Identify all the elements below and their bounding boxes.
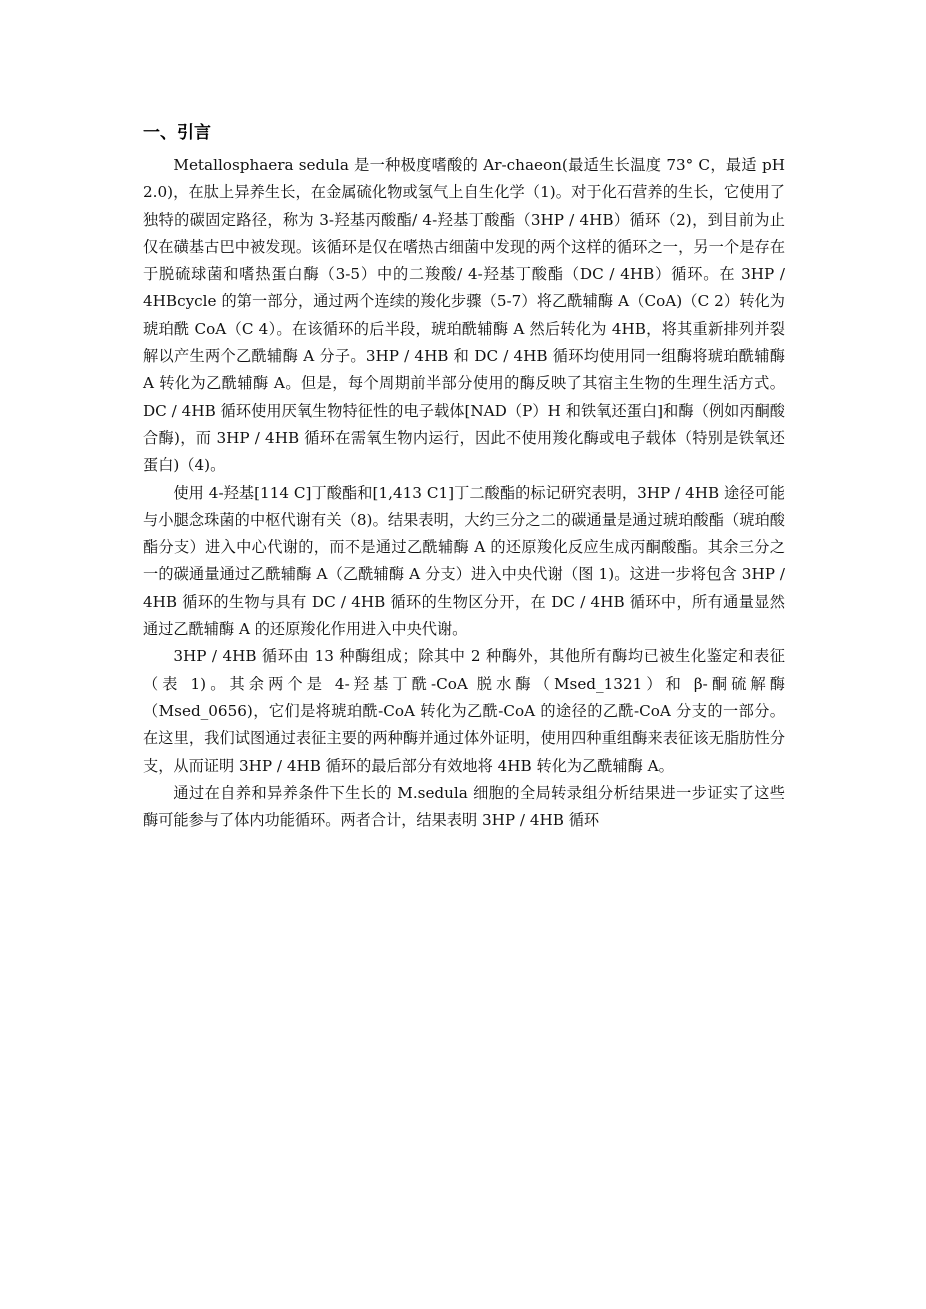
paragraph-labeling-study: 使用 4-羟基[114 C]丁酸酯和[1,413 C1]丁二酸酯的标记研究表明，3HP / 4HB 途径可能与小腿念珠菌的中枢代谢有关（8)。结果表明，大约三分之二的碳通量是通过琥珀酸酯（琥珀酸酯分支）进入中心代谢的，而不是通过乙酰辅酶 A 的还原羧化反应生成丙酮酸酯。其余三分之一的碳通量通过乙酰辅酶 A（乙酰辅酶 A 分支）进入中央代谢（图 1)。这进一步将包含 3HP / 4HB 循环的生物与具有 DC / 4HB 循环的生物区分开，在 DC / 4HB 循环中，所有通量显然通过乙酰辅酶 A 的还原羧化作用进入中央代谢。	[143, 483, 785, 639]
paragraph-intro: Metallosphaera sedula 是一种极度嗜酸的 Ar-chaeon(最适生长温度 73° C，最适 pH 2.0)，在肽上异养生长，在金属硫化物或氢气上自生化学（1)。对于化石营养的生长，它使用了独特的碳固定路径，称为 3-羟基丙酸酯/ 4-羟基丁酸酯（3HP / 4HB）循环（2)，到目前为止仅在磺基古巴中被发现。该循环是仅在嗜热古细菌中发现的两个这样的循环之一，另一个是存在于脱硫球菌和嗜热蛋白酶（3-5）中的二羧酸/ 4-羟基丁酸酯（DC / 4HB）循环。在 3HP / 4HBcycle 的第一部分，通过两个连续的羧化步骤（5-7）将乙酰辅酶 A（CoA)（C 2）转化为琥珀酰 CoA（C 4）。在该循环的后半段，琥珀酰辅酶 A 然后转化为 4HB，将其重新排列并裂解以产生两个乙酰辅酶 A 分子。3HP / 4HB 和 DC / 4HB 循环均使用同一组酶将琥珀酰辅酶 A 转化为乙酰辅酶 A。但是，每个周期前半部分使用的酶反映了其宿主生物的生理生活方式。DC / 4HB 循环使用厌氧生物特征性的电子载体[NAD（P）H 和铁氧还蛋白]和酶（例如丙酮酸合酶)，而 3HP / 4HB 循环在需氧生物内运行，因此不使用羧化酶或电子载体（特别是铁氧还蛋白)（4)。	[143, 156, 785, 475]
body-text	[143, 152, 785, 834]
paragraph-transcriptome: 通过在自养和异养条件下生长的 M.sedula 细胞的全局转录组分析结果进一步证实了这些酶可能参与了体内功能循环。两者合计，结果表明 3HP / 4HB 循环	[143, 783, 785, 830]
paragraph-enzymes: 3HP / 4HB 循环由 13 种酶组成；除其中 2 种酶外，其他所有酶均已被生化鉴定和表征（表 1)。其余两个是 4-羟基丁酰-CoA 脱水酶（Msed_1321）和 β-酮硫解酶（Msed_0656)，它们是将琥珀酰-CoA 转化为乙酰-CoA 的途径的乙酰-CoA 分支的一部分。在这里，我们试图通过表征主要的两种酶并通过体外证明，使用四种重组酶来表征该无脂肪性分支，从而证明 3HP / 4HB 循环的最后部分有效地将 4HB 转化为乙酰辅酶 A。	[143, 647, 785, 775]
section-heading: 一、引言	[143, 123, 211, 143]
